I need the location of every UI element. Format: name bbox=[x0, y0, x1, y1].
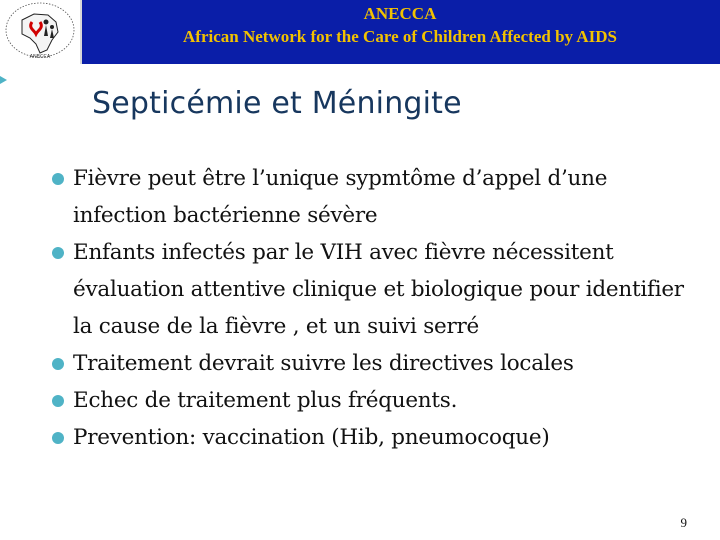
bullet-icon bbox=[52, 395, 64, 407]
bullet-text: Enfants infectés par le VIH avec fièvre nécessitent évaluation attentive clinique et biologique pour identifier la cause de la fièvre , et un suivi serré bbox=[73, 240, 684, 339]
bullet-text: Prevention: vaccination (Hib, pneumocoque) bbox=[73, 425, 550, 450]
bullet-icon bbox=[52, 247, 64, 259]
list-item bbox=[52, 382, 692, 419]
bullet-text: Traitement devrait suivre les directives locales bbox=[73, 351, 574, 376]
header-acronym: ANECCA bbox=[363, 4, 437, 23]
anecca-logo bbox=[0, 0, 82, 64]
header-full-name: African Network for the Care of Children Affected by AIDS bbox=[183, 27, 617, 46]
bullet-icon bbox=[52, 358, 64, 370]
logo-caption: ANECCA bbox=[29, 54, 51, 60]
bullet-icon bbox=[52, 432, 64, 444]
list-item bbox=[52, 234, 692, 345]
list-item bbox=[52, 345, 692, 382]
bullet-text: Fièvre peut être l’unique sypmtôme d’appel d’une infection bactérienne sévère bbox=[73, 166, 608, 228]
list-item bbox=[52, 419, 692, 456]
slide-title: Septicémie et Méningite bbox=[92, 86, 462, 121]
bullet-list bbox=[52, 160, 692, 456]
bullet-icon bbox=[52, 173, 64, 185]
header-title bbox=[90, 4, 710, 50]
page-number: 9 bbox=[680, 515, 687, 530]
bullet-text: Echec de traitement plus fréquents. bbox=[73, 388, 458, 413]
africa-map-logo-icon bbox=[0, 0, 80, 64]
teal-arrow-icon bbox=[0, 74, 8, 86]
list-item bbox=[52, 160, 692, 234]
